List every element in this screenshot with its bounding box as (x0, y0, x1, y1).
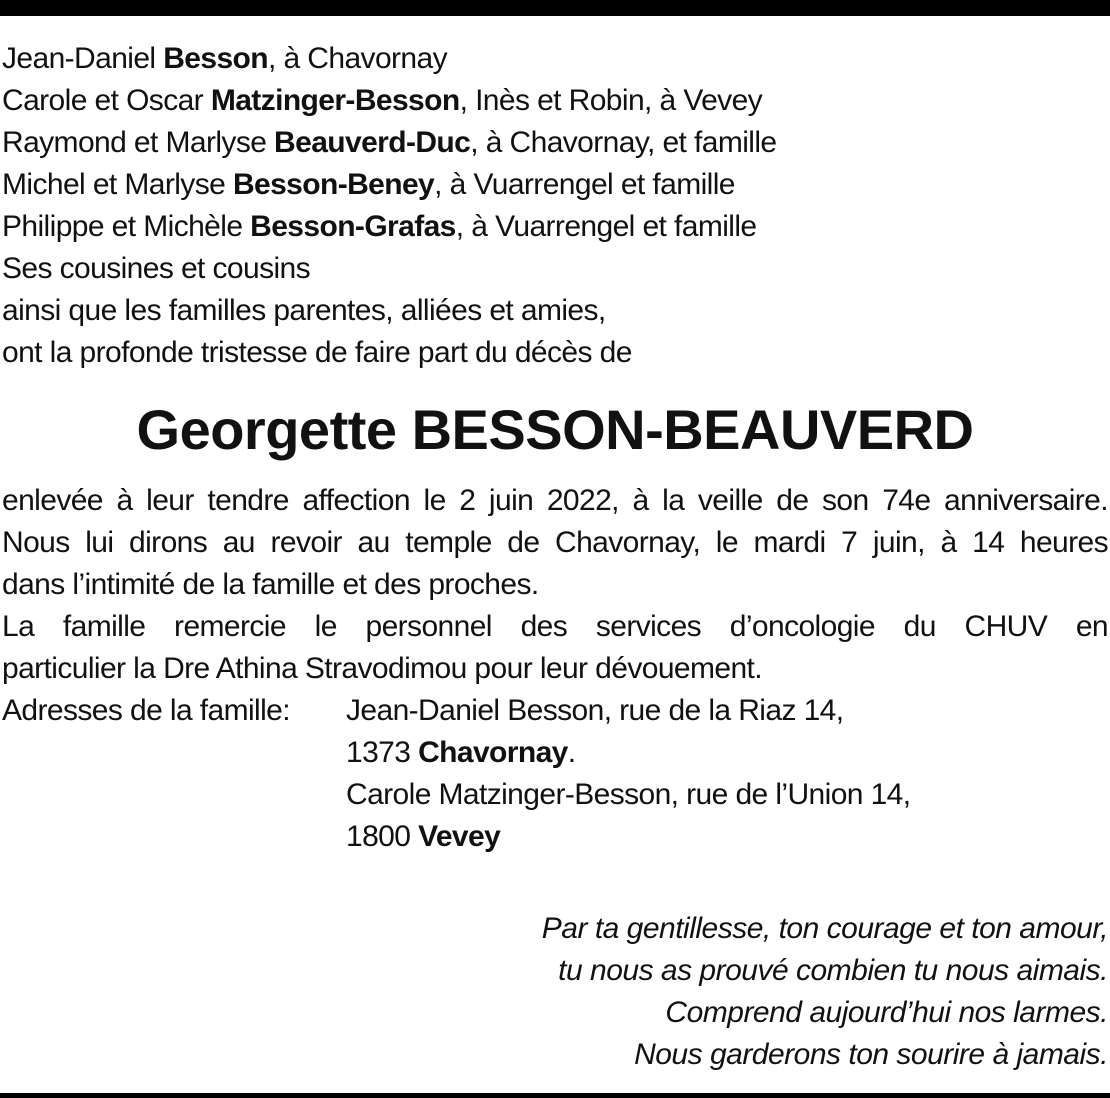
address-line: Jean-Daniel Besson, rue de la Riaz 14, (346, 694, 844, 727)
intro-line: ainsi que les familles parentes, alliées et amies, (2, 294, 606, 327)
poem-line: tu nous as prouvé combien tu nous aimais. (558, 954, 1108, 987)
address-punct: . (567, 736, 576, 769)
family-line-text: , à Vuarrengel et famille (455, 210, 757, 243)
family-line (2, 38, 1108, 80)
family-line-text: Carole et Oscar (2, 84, 211, 117)
postal-code: 1373 (346, 736, 419, 769)
address-line: Carole Matzinger-Besson, rue de l’Union 14, (346, 778, 911, 811)
family-line-text: , à Chavornay (268, 42, 447, 75)
family-line-text: , à Vuarrengel et famille (434, 168, 735, 201)
family-line-text: Raymond et Marlyse (2, 126, 275, 159)
body-line: La famille remercie le personnel des services d’oncologie du CHUV en (2, 610, 1108, 643)
address-line (2, 816, 1108, 858)
family-surname: Besson-Beney (232, 168, 435, 201)
family-line-text: , à Chavornay, et famille (470, 126, 777, 159)
poem-line: Comprend aujourd’hui nos larmes. (665, 996, 1108, 1029)
postal-code: 1800 (346, 820, 419, 853)
family-line (2, 206, 1108, 248)
address-city: Chavornay (418, 736, 568, 769)
body-line: dans l’intimité de la famille et des proches. (2, 568, 539, 601)
poem-line: Nous garderons ton sourire à jamais. (634, 1038, 1108, 1071)
address-city: Vevey (418, 820, 501, 853)
bottom-rule (0, 1093, 1110, 1098)
intro-line: Ses cousines et cousins (2, 252, 311, 285)
family-surname: Beauverd-Duc (274, 126, 471, 159)
poem-line: Par ta gentillesse, ton courage et ton amour, (541, 912, 1108, 945)
death-notice (2, 38, 1108, 858)
body-line: particulier la Dre Athina Stravodimou pour leur dévouement. (2, 652, 763, 685)
address-label: Adresses de la famille: (2, 694, 291, 727)
family-line-text: Jean-Daniel (2, 42, 164, 75)
address-line (2, 732, 1108, 774)
family-line (2, 122, 1108, 164)
family-line-text: Michel et Marlyse (2, 168, 233, 201)
poem (542, 908, 1108, 1076)
family-surname: Matzinger-Besson (210, 84, 460, 117)
family-surname: Besson (163, 42, 269, 75)
body-line: Nous lui dirons au revoir au temple de Chavornay, le mardi 7 juin, à 14 heures (2, 526, 1108, 559)
family-line (2, 80, 1108, 122)
deceased-name: Georgette BESSON-BEAUVERD (136, 398, 974, 461)
top-rule (0, 0, 1110, 16)
intro-line: ont la profonde tristesse de faire part du décès de (2, 336, 632, 369)
family-line (2, 164, 1108, 206)
family-line-text: , Inès et Robin, à Vevey (459, 84, 763, 117)
family-surname: Besson-Grafas (250, 210, 456, 243)
body-line: enlevée à leur tendre affection le 2 juin 2022, à la veille de son 74e anniversaire. (2, 484, 1108, 517)
family-line-text: Philippe et Michèle (2, 210, 251, 243)
address-row (2, 690, 1108, 732)
